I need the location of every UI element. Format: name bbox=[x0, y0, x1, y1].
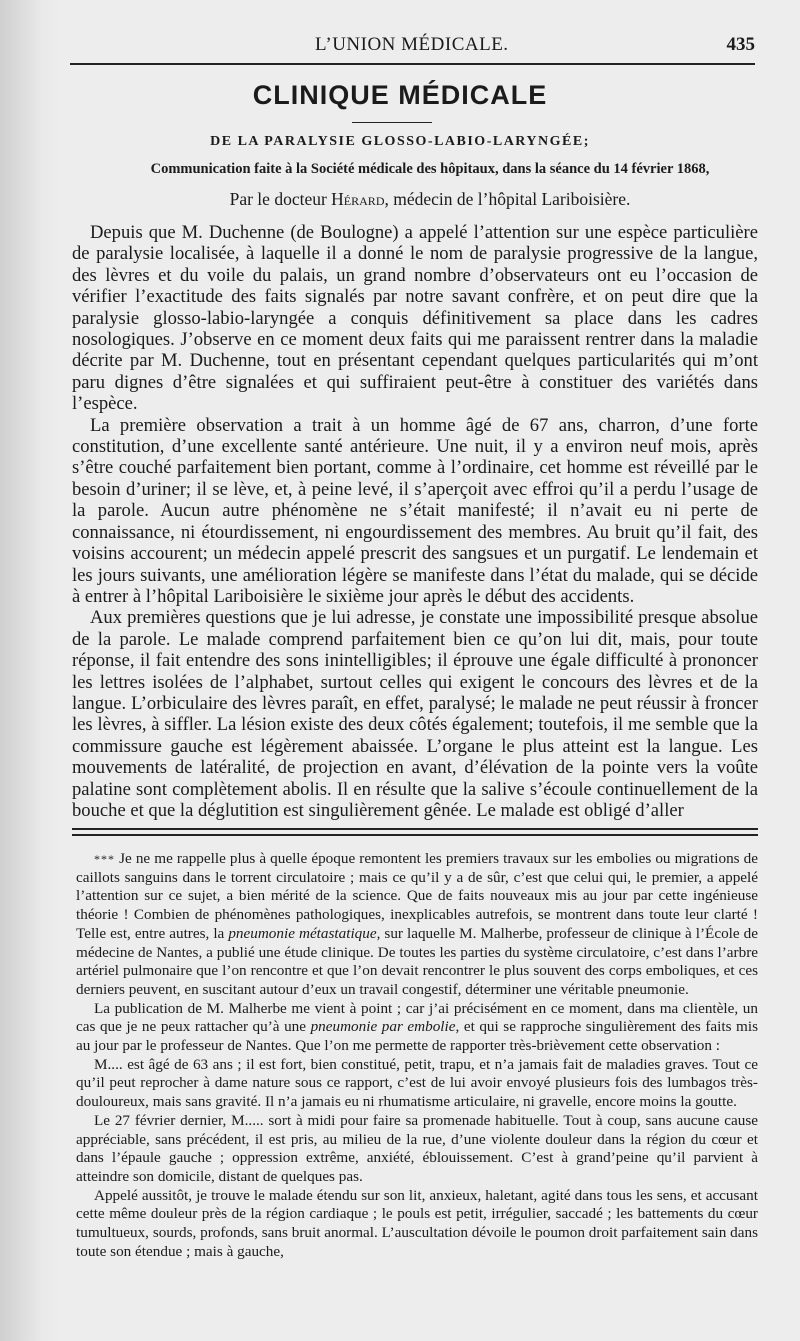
note-paragraph: Le 27 février dernier, M..... sort à midi pour faire sa promenade habituelle. Tout à coup, sans aucune cause appréciable, sans précédent, il est pris, au milieu de la rue, d’une violente douleur dans la région du cœur et dans l’épaule gauche ; oppression extrême, anxiété, éblouissement. C’est à grand’peine qu’il parvient à atteindre son domicile, distant de quelques pas. bbox=[76, 1111, 758, 1185]
note-text: Je ne me rappelle plus à quelle époque remontent les premiers travaux sur les embolies ou migrations de caillots sanguins dans le torrent circulatoire ; mais ce qu’il y a de sûr, c’est que celui qui, le premier, a appelé l’attention sur ce sujet, a bien mérité de la science. Que de faits nouveaux mis au jour par cette ingénieuse théorie ! Combien de phénomènes pathologiques, inexplicables autrefois, se montrent dans toute leur clarté ! Telle est, entre autres, la bbox=[76, 850, 758, 942]
running-header bbox=[70, 30, 755, 60]
note-paragraph bbox=[76, 850, 758, 1000]
article-body bbox=[72, 222, 758, 821]
author-name: Hérard bbox=[331, 189, 385, 209]
byline bbox=[100, 189, 760, 210]
page-binding-shadow bbox=[0, 0, 60, 1341]
running-title: L’UNION MÉDICALE. bbox=[315, 34, 509, 55]
body-paragraph: Depuis que M. Duchenne (de Boulogne) a appelé l’attention sur une espèce particulière de paralysie localisée, à laquelle il a donné le nom de paralysie progressive de la langue, des lèvres et du voile du palais, un grand nombre d’observateurs ont eu l’occasion de vérifier l’exactitude des faits signalés par notre savant confrère, et on peut dire que la paralysie glosso-labio-laryngée a conquis définitivement sa place dans les cadres nosologiques. J’observe en ce moment deux faits qui me paraissent rentrer dans la maladie décrite par M. Duchenne, tout en présentant cependant quelques particularités qui m’ont paru dignes d’être signalées et qui suffiraient peut-être à constituer des variétés dans l’espèce. bbox=[72, 222, 758, 415]
note-text: , sur laquelle M. Malherbe, professeur de clinique à l’École de médecine de Nantes, a publié une étude clinique. De toutes les parties du système circulatoire, c’est dans l’arbre artériel pulmonaire que l’on rencontre et que l’on devait rencontrer le plus souvent des corps emboliques, et ces derniers peuvent, en suscitant autour d’eux un travail congestif, déterminer une véritable pneumonie. bbox=[76, 924, 758, 998]
feuilleton-separator bbox=[72, 828, 758, 836]
note-paragraph bbox=[76, 1000, 758, 1056]
body-paragraph: La première observation a trait à un homme âgé de 67 ans, charron, d’une forte constitution, d’une excellente santé antérieure. Une nuit, il y a environ neuf mois, après s’être couché parfaitement bien portant, comme à l’ordinaire, cet homme est réveillé par le besoin d’uriner; il se lève, et, à peine levé, il s’aperçoit avec effroi qu’il a perdu l’usage de la parole. Aucun autre phénomène ne s’était manifesté; il n’avait eu ni perte de connaissance, ni étourdissement, ni engourdissement des membres. Au bruit qu’il fait, des voisins accourent; un médecin appelé prescrit des sangsues et un purgatif. Le lendemain et les jours suivants, une amélioration légère se manifeste dans l’état du malade, qui se décide à entrer à l’hôpital Lariboisière le sixième jour après le début des accidents. bbox=[72, 414, 758, 607]
note-text: , et qui se rapproche singulièrement des faits mis au jour par le professeur de Nantes. Que l’on me permette de rapporter très-brièvement cette observation : bbox=[76, 1018, 759, 1055]
note-paragraph: Appelé aussitôt, je trouve le malade étendu sur son lit, anxieux, haletant, agité dans tous les sens, et accusant cette même douleur près de la région cardiaque ; le pouls est petit, irrégulier, saccadé ; les battements du cœur tumultueux, sourds, profonds, sans bruit anormal. L’auscultation dévoile le poumon droit parfaitement sain dans toute son étendue ; mais à gauche, bbox=[76, 1186, 758, 1260]
page-number: 435 bbox=[726, 34, 755, 55]
feuilleton-notes bbox=[76, 850, 758, 1261]
note-paragraph: M.... est âgé de 63 ans ; il est fort, bien constitué, petit, trapu, et n’a jamais fait de maladies graves. Tout ce qu’il peut reprocher à dame nature sous ce rapport, c’est de lui avoir envoyé plusieurs fois des lumbagos très-douloureux, mais sans gravité. Il n’a jamais eu ni rhumatisme articulaire, ni gravelle, encore moins la goutte. bbox=[76, 1055, 758, 1111]
note-emphasis: pneumonie métastatique bbox=[228, 924, 377, 942]
body-paragraph: Aux premières questions que je lui adresse, je constate une impossibilité presque absolue de la parole. Le malade comprend parfaitement bien ce qu’on lui dit, mais, pour toute réponse, il fait entendre des sons inintelligibles; il éprouve une égale difficulté à prononcer les lettres isolées de l’alphabet, surtout celles qui exigent le concours des lèvres et de la langue. L’orbiculaire des lèvres paraît, en effet, paralysé; le malade ne peut réussir à froncer les lèvres, à siffler. La lésion existe des deux côtés également; toutefois, il me semble que la commissure gauche est légèrement abaissée. L’organe le plus atteint est la langue. Les mouvements de latéralité, de projection en avant, d’élévation de la pointe vers la voûte palatine sont complètement abolis. Il en résulte que la salive s’écoule continuellement de la bouche et que la déglutition est singulièrement gênée. Le malade est obligé d’aller bbox=[72, 607, 758, 821]
asterism: *** bbox=[94, 852, 115, 866]
communication-line: Communication faite à la Société médicale des hôpitaux, dans la séance du 14 février 1868, bbox=[150, 161, 710, 177]
header-rule bbox=[70, 63, 755, 65]
note-text: La publication de M. Malherbe me vient à point ; car j’ai précisément en ce moment, dans ma clientèle, un cas que je ne peux rattacher qu’à une bbox=[76, 999, 758, 1036]
byline-suffix: , médecin de l’hôpital Lariboisière. bbox=[384, 189, 631, 209]
section-title: CLINIQUE MÉDICALE bbox=[252, 80, 548, 110]
title-rule bbox=[352, 122, 432, 123]
byline-prefix: Par le docteur bbox=[229, 189, 332, 209]
note-emphasis: pneumonie par embolie bbox=[310, 1018, 456, 1036]
article-title: DE LA PARALYSIE GLOSSO-LABIO-LARYNGÉE; bbox=[210, 134, 590, 149]
